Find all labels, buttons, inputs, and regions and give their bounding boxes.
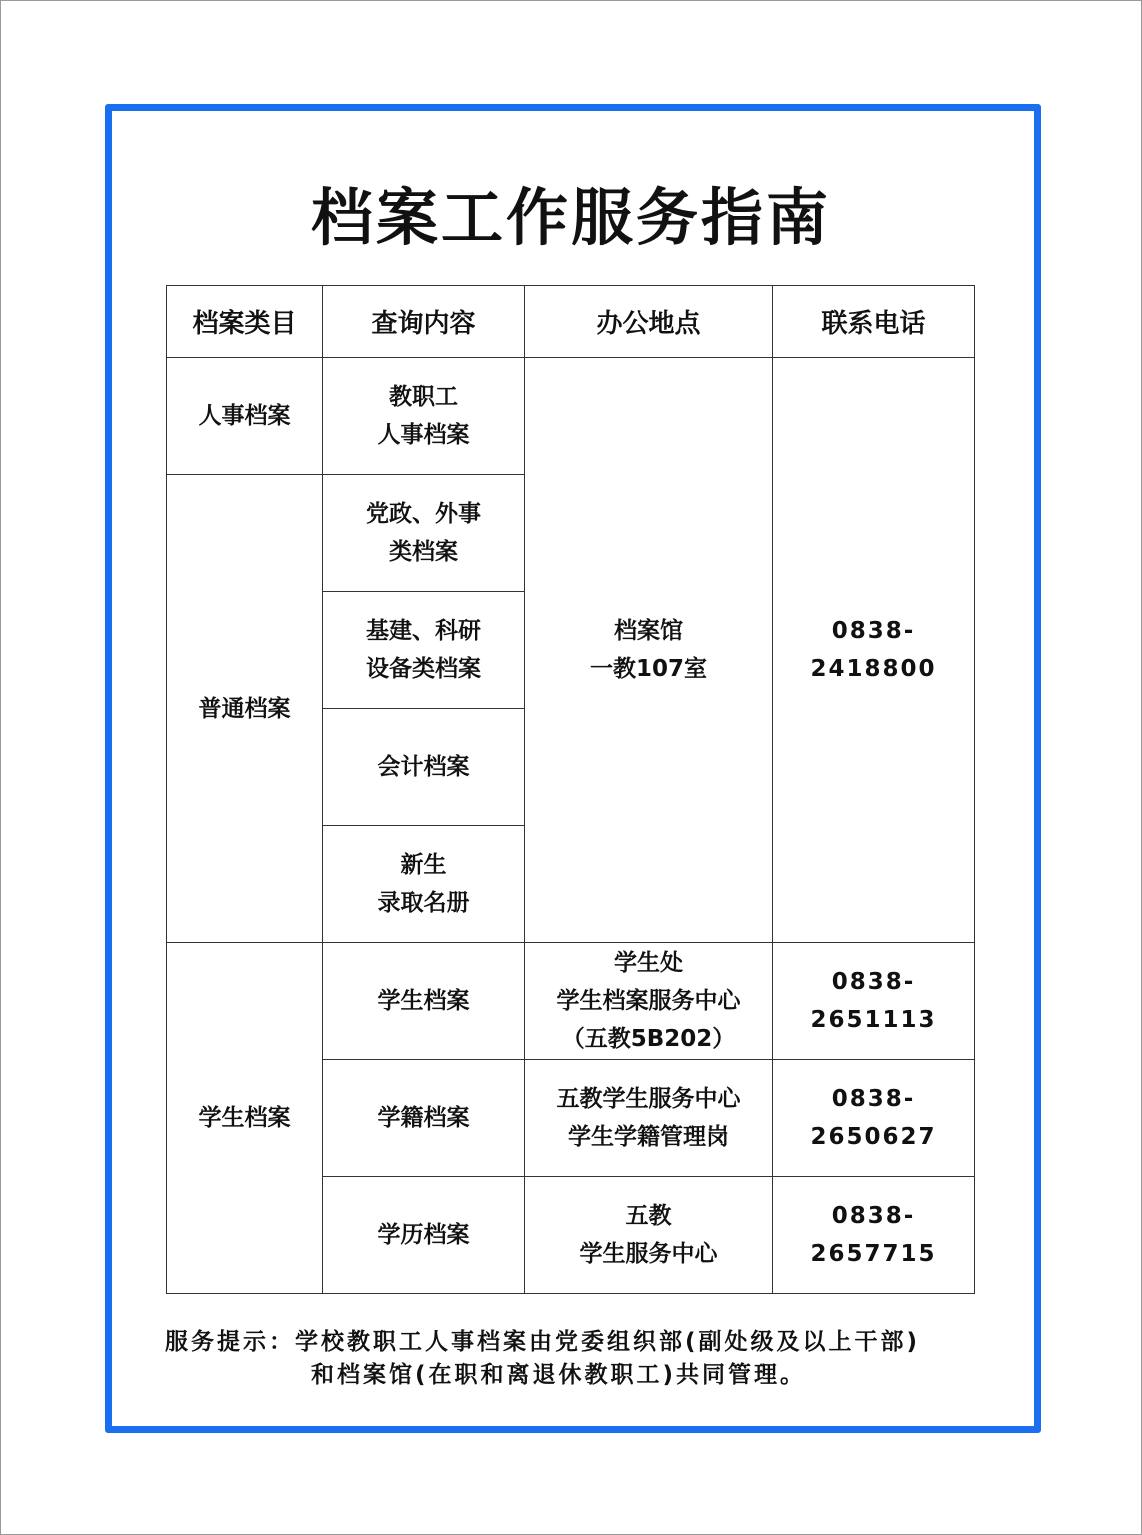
service-note-line1: 服务提示：学校教职工人事档案由党委组织部(副处级及以上干部) — [165, 1329, 921, 1355]
content-cell: 教职工 人事档案 — [323, 358, 525, 475]
service-note — [165, 1326, 985, 1392]
header-phone: 联系电话 — [773, 286, 975, 358]
category-cell: 普通档案 — [167, 475, 323, 943]
table-row — [167, 358, 975, 475]
header-content: 查询内容 — [323, 286, 525, 358]
phone-cell: 0838- 2418800 — [773, 358, 975, 943]
location-cell: 档案馆 一教107室 — [525, 358, 773, 943]
location-cell: 五教 学生服务中心 — [525, 1177, 773, 1294]
content-cell: 学历档案 — [323, 1177, 525, 1294]
service-note-line2: 和档案馆(在职和离退休教职工)共同管理。 — [311, 1362, 807, 1388]
category-cell: 学生档案 — [167, 943, 323, 1294]
content-cell: 会计档案 — [323, 709, 525, 826]
header-location: 办公地点 — [525, 286, 773, 358]
page-title: 档案工作服务指南 — [310, 181, 831, 254]
content-cell: 学籍档案 — [323, 1060, 525, 1177]
content-cell: 党政、外事 类档案 — [323, 475, 525, 592]
content-cell: 学生档案 — [323, 943, 525, 1060]
category-cell: 人事档案 — [167, 358, 323, 475]
table-header-row — [167, 286, 975, 358]
location-cell: 学生处 学生档案服务中心 （五教5B202） — [525, 943, 773, 1060]
phone-cell: 0838- 2651113 — [773, 943, 975, 1060]
location-cell: 五教学生服务中心 学生学籍管理岗 — [525, 1060, 773, 1177]
service-guide-table — [166, 285, 975, 1294]
phone-cell: 0838- 2650627 — [773, 1060, 975, 1177]
header-category: 档案类目 — [167, 286, 323, 358]
content-cell: 新生 录取名册 — [323, 826, 525, 943]
table-row — [167, 943, 975, 1060]
content-cell: 基建、科研 设备类档案 — [323, 592, 525, 709]
phone-cell: 0838- 2657715 — [773, 1177, 975, 1294]
